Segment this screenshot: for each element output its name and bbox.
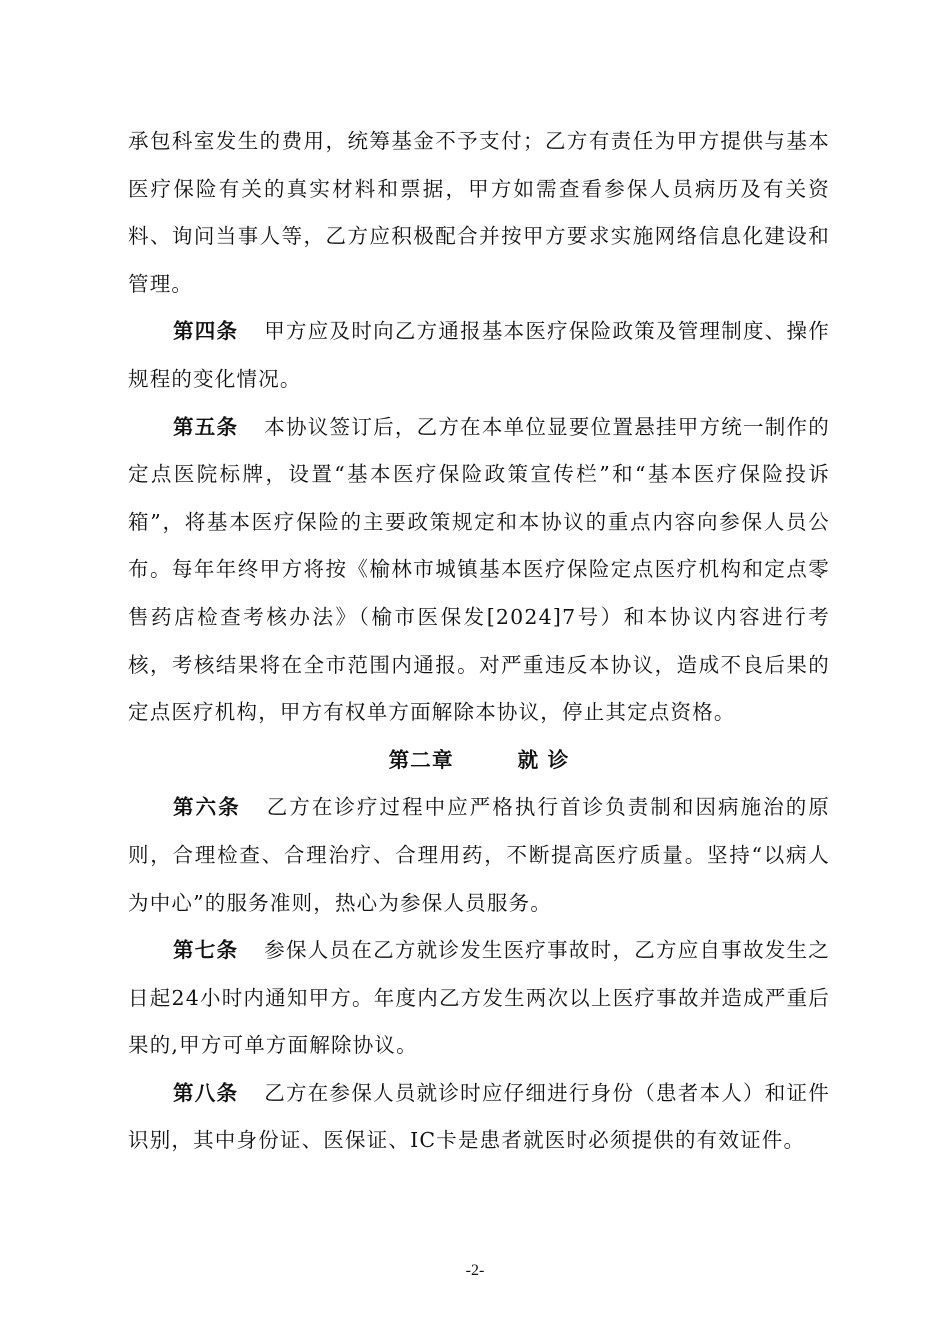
article-label: 第四条 bbox=[173, 319, 239, 344]
article-5 bbox=[128, 404, 830, 737]
paragraph-continuation bbox=[128, 118, 830, 308]
article-label: 第五条 bbox=[173, 414, 239, 439]
article-text: 甲方应及时向乙方通报基本医疗保险政策及管理制度、操作规程的变化情况。 bbox=[128, 319, 830, 391]
chapter-number: 第二章 bbox=[388, 747, 454, 772]
article-6 bbox=[128, 784, 830, 927]
chapter-title: 就 诊 bbox=[517, 747, 570, 772]
article-label: 第八条 bbox=[173, 1080, 239, 1105]
article-text: 乙方在参保人员就诊时应仔细进行身份（患者本人）和证件识别，其中身份证、医保证、IC卡是患者就医时必须提供的有效证件。 bbox=[128, 1080, 830, 1153]
document-body bbox=[128, 118, 830, 1165]
article-8 bbox=[128, 1070, 830, 1165]
article-label: 第七条 bbox=[173, 938, 239, 963]
article-text: 参保人员在乙方就诊发生医疗事故时，乙方应自事故发生之日起24小时内通知甲方。年度内乙方发生两次以上医疗事故并造成严重后果的,甲方可单方面解除协议。 bbox=[128, 938, 830, 1058]
article-label: 第六条 bbox=[173, 795, 241, 820]
page-number: -2- bbox=[465, 1262, 485, 1279]
article-4 bbox=[128, 308, 830, 403]
paragraph-text: 承包科室发生的费用，统筹基金不予支付；乙方有责任为甲方提供与基本医疗保险有关的真实材料和票据，甲方如需查看参保人员病历及有关资料、询问当事人等，乙方应积极配合并按甲方要求实施网络信息化建设和管理。 bbox=[128, 129, 830, 296]
article-7 bbox=[128, 927, 830, 1070]
article-text: 本协议签订后，乙方在本单位显要位置悬挂甲方统一制作的定点医院标牌，设置“基本医疗保险政策宣传栏”和“基本医疗保险投诉箱”，将基本医疗保险的主要政策规定和本协议的重点内容向参保人员公布。每年年终甲方将按《榆林市城镇基本医疗保险定点医疗机构和定点零售药店检查考核办法》（榆市医保发[2024]7号）和本协议内容进行考核，考核结果将在全市范围内通报。对严重违反本协议，造成不良后果的定点医疗机构，甲方有权单方面解除本协议，停止其定点资格。 bbox=[128, 414, 830, 725]
article-text: 乙方在诊疗过程中应严格执行首诊负责制和因病施治的原则，合理检查、合理治疗、合理用药，不断提高医疗质量。坚持“以病人为中心”的服务准则，热心为参保人员服务。 bbox=[128, 795, 830, 915]
chapter-heading bbox=[128, 737, 830, 785]
